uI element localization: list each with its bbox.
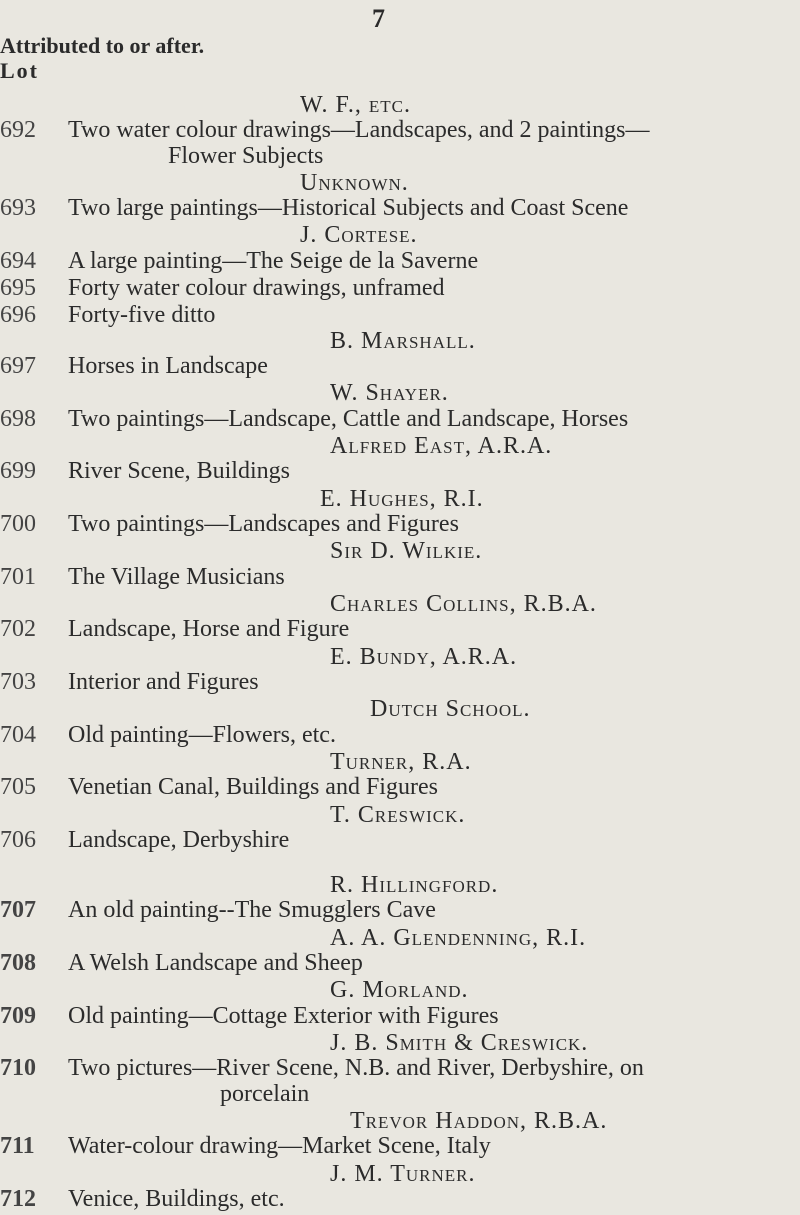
artist-name: E. Bundy, A.R.A. — [330, 644, 518, 670]
lot-entry — [0, 950, 800, 976]
lot-number: 702 — [0, 616, 36, 642]
artist-name: Trevor Haddon, R.B.A. — [350, 1108, 608, 1134]
lot-number: 705 — [0, 774, 36, 800]
artist-name: J. M. Turner. — [330, 1161, 476, 1187]
page-number: 7 — [372, 4, 386, 33]
lot-description: Two paintings—Landscapes and Figures — [68, 511, 459, 537]
artist-name: Dutch School. — [370, 696, 531, 722]
artist-name: G. Morland. — [330, 977, 469, 1003]
lot-description-continued: porcelain — [220, 1081, 310, 1107]
lot-description: Horses in Landscape — [68, 353, 268, 379]
artist-name: W. Shayer. — [330, 380, 449, 406]
lot-number: 710 — [0, 1055, 36, 1081]
lot-number: 695 — [0, 275, 36, 301]
artist-name: B. Marshall. — [330, 328, 476, 354]
lot-description: An old painting--The Smugglers Cave — [68, 897, 436, 923]
lot-number: 700 — [0, 511, 36, 537]
lot-entry — [0, 722, 800, 748]
lot-description-continued: Flower Subjects — [168, 143, 324, 169]
lot-entry — [0, 195, 800, 221]
lot-description: Landscape, Derbyshire — [68, 827, 290, 853]
artist-name: Sir D. Wilkie. — [330, 538, 483, 564]
lot-description: River Scene, Buildings — [68, 458, 290, 484]
lot-description: Venice, Buildings, etc. — [68, 1186, 285, 1212]
lot-entry — [0, 897, 800, 923]
lot-entry — [0, 616, 800, 642]
lot-number: 706 — [0, 827, 36, 853]
lot-entry — [0, 564, 800, 590]
lot-number: 711 — [0, 1133, 35, 1159]
lot-entry — [0, 1186, 800, 1212]
lot-number: 693 — [0, 195, 36, 221]
lot-entry — [0, 827, 800, 853]
lot-number: 694 — [0, 248, 36, 274]
lot-entry — [0, 117, 800, 169]
artist-name: Turner, R.A. — [330, 749, 472, 775]
lot-number: 709 — [0, 1003, 36, 1029]
artist-name: Unknown. — [300, 170, 409, 196]
lot-entry — [0, 406, 800, 432]
artist-name: R. Hillingford. — [330, 872, 499, 898]
lot-entry — [0, 458, 800, 484]
lot-number: 696 — [0, 302, 36, 328]
artist-name: J. Cortese. — [300, 222, 418, 248]
lot-description: A Welsh Landscape and Sheep — [68, 950, 363, 976]
artist-name: Charles Collins, R.B.A. — [330, 591, 597, 617]
lot-description: Two water colour drawings—Landscapes, and 2 paintings— — [68, 117, 650, 143]
lot-entry — [0, 275, 800, 301]
artist-name: W. F., etc. — [300, 92, 411, 118]
lot-description: Two pictures—River Scene, N.B. and River, Derbyshire, on — [68, 1055, 644, 1081]
lot-number: 692 — [0, 117, 36, 143]
lot-description: Old painting—Cottage Exterior with Figures — [68, 1003, 499, 1029]
lot-entry — [0, 1003, 800, 1029]
lot-number: 707 — [0, 897, 36, 923]
lot-entry — [0, 774, 800, 800]
lot-description: Two paintings—Landscape, Cattle and Landscape, Horses — [68, 406, 629, 432]
lot-description: Two large paintings—Historical Subjects and Coast Scene — [68, 195, 629, 221]
lot-description: Forty water colour drawings, unframed — [68, 275, 445, 301]
lot-description: The Village Musicians — [68, 564, 285, 590]
lot-description: Water-colour drawing—Market Scene, Italy — [68, 1133, 491, 1159]
lot-number: 704 — [0, 722, 36, 748]
lot-description: Forty-five ditto — [68, 302, 216, 328]
lot-column-label: Lot — [0, 58, 39, 83]
artist-name: Alfred East, A.R.A. — [330, 433, 553, 459]
lot-number: 708 — [0, 950, 36, 976]
lot-description: Landscape, Horse and Figure — [68, 616, 350, 642]
lot-entry — [0, 669, 800, 695]
lot-number: 703 — [0, 669, 36, 695]
lot-number: 699 — [0, 458, 36, 484]
lot-description: Venetian Canal, Buildings and Figures — [68, 774, 438, 800]
lot-entry — [0, 1133, 800, 1159]
lot-description: Interior and Figures — [68, 669, 259, 695]
lot-entry — [0, 302, 800, 328]
lot-description: Old painting—Flowers, etc. — [68, 722, 336, 748]
lot-entry — [0, 1055, 800, 1107]
artist-name: E. Hughes, R.I. — [320, 486, 484, 512]
lot-description: A large painting—The Seige de la Saverne — [68, 248, 479, 274]
lot-entry — [0, 248, 800, 274]
artist-name: T. Creswick. — [330, 802, 466, 828]
lot-number: 698 — [0, 406, 36, 432]
lot-number: 697 — [0, 353, 36, 379]
lot-number: 712 — [0, 1186, 36, 1212]
section-header: Attributed to or after. — [0, 33, 205, 58]
artist-name: J. B. Smith & Creswick. — [330, 1030, 589, 1056]
artist-name: A. A. Glendenning, R.I. — [330, 925, 587, 951]
lot-entry — [0, 511, 800, 537]
lot-entry — [0, 353, 800, 379]
lot-number: 701 — [0, 564, 36, 590]
